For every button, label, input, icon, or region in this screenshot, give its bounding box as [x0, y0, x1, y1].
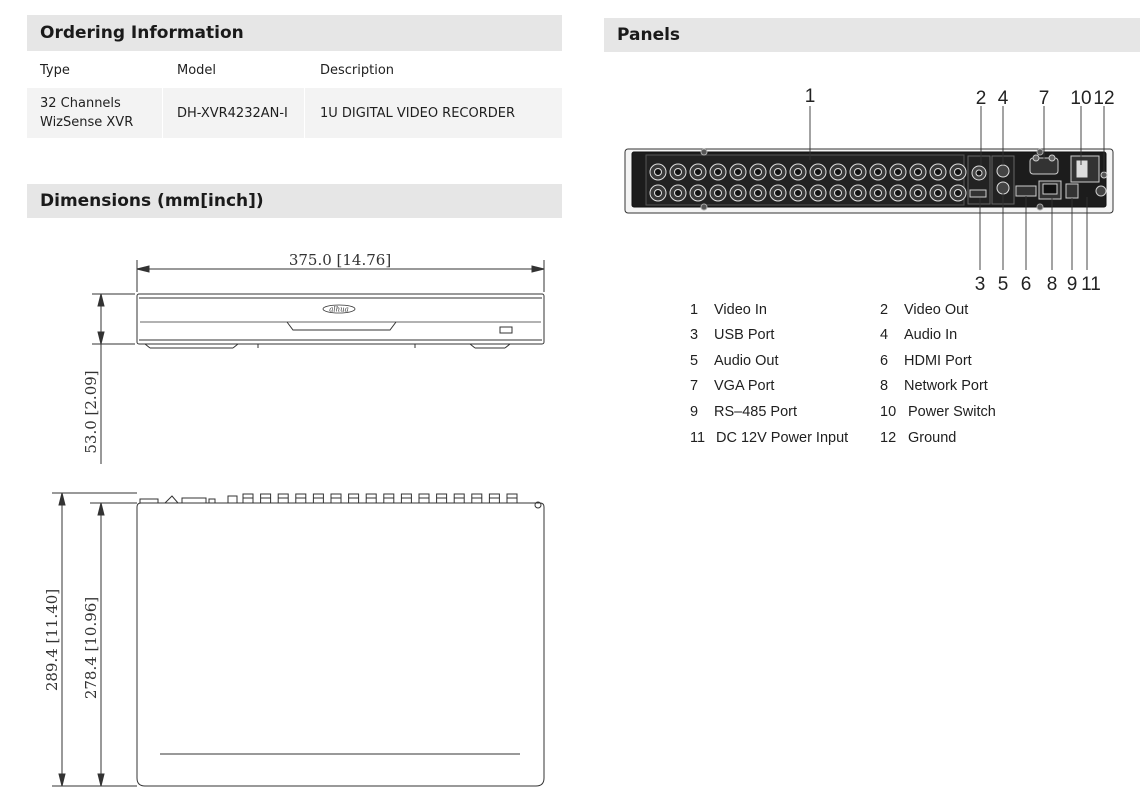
- legend-item: 10 Power Switch: [880, 404, 996, 420]
- bnc-connector-core: [655, 190, 662, 197]
- bnc-connector-core: [795, 190, 802, 197]
- bnc-connector-core: [655, 169, 662, 176]
- header-type: Type: [40, 62, 70, 78]
- brand-logo-text: alhua: [329, 305, 349, 314]
- ordering-title: Ordering Information: [40, 23, 244, 43]
- cell-model: DH-XVR4232AN-I: [177, 105, 288, 121]
- header-model: Model: [177, 62, 217, 78]
- bnc-connector-core: [875, 190, 882, 197]
- callout-2: 2: [975, 88, 987, 109]
- bnc-connector-core: [895, 190, 902, 197]
- bnc-connector-core: [715, 190, 722, 197]
- bnc-connector-core: [735, 169, 742, 176]
- bnc-connector-core: [815, 169, 822, 176]
- legend-item: 8 Network Port: [880, 378, 988, 394]
- cell-type-line1: 32 Channels: [40, 96, 121, 111]
- legend-item: 6 HDMI Port: [880, 353, 972, 369]
- callout-5: 5: [997, 274, 1009, 295]
- bnc-connector-core: [715, 169, 722, 176]
- cell-type-line2: WizSense XVR: [40, 115, 134, 130]
- bnc-connector-core: [775, 169, 782, 176]
- legend-item: 11 DC 12V Power Input: [690, 430, 849, 446]
- bnc-connector-core: [895, 169, 902, 176]
- callout-12: 12: [1093, 88, 1115, 109]
- height-dimension-label: 53.0 [2.09]: [82, 370, 100, 454]
- bnc-connector-core: [915, 169, 922, 176]
- bnc-connector-core: [695, 169, 702, 176]
- legend-item: 5 Audio Out: [690, 353, 779, 369]
- callout-11: 11: [1081, 274, 1101, 295]
- depth-outer-label: 289.4 [11.40]: [43, 588, 61, 692]
- bnc-connector-core: [955, 169, 962, 176]
- header-description: Description: [320, 62, 395, 78]
- callout-7: 7: [1038, 88, 1050, 109]
- bnc-connector-core: [835, 169, 842, 176]
- bnc-connector-core: [795, 169, 802, 176]
- width-dimension-label: 375.0 [14.76]: [288, 251, 392, 269]
- dimensions-title: Dimensions (mm[inch]): [40, 191, 264, 211]
- bnc-connector-core: [915, 190, 922, 197]
- legend-item: 3 USB Port: [690, 327, 775, 343]
- depth-inner-label: 278.4 [10.96]: [82, 596, 100, 700]
- bnc-connector-core: [935, 169, 942, 176]
- bnc-connector-core: [835, 190, 842, 197]
- bnc-connector-core: [675, 190, 682, 197]
- legend-item: 1 Video In: [690, 302, 767, 318]
- callout-8: 8: [1046, 274, 1058, 295]
- bnc-connector-core: [935, 190, 942, 197]
- callout-4: 4: [997, 88, 1009, 109]
- bnc-connector-core: [735, 190, 742, 197]
- bnc-connector-core: [955, 190, 962, 197]
- bnc-connector-core: [775, 190, 782, 197]
- bnc-connector-core: [815, 190, 822, 197]
- panel-legend: [690, 302, 1030, 452]
- callout-6: 6: [1020, 274, 1032, 295]
- bnc-connector-core: [695, 190, 702, 197]
- legend-item: 7 VGA Port: [690, 378, 775, 394]
- callout-9: 9: [1066, 274, 1078, 295]
- callout-3: 3: [974, 274, 986, 295]
- panels-title: Panels: [617, 25, 681, 45]
- callout-1: 1: [804, 86, 816, 107]
- bnc-connector-core: [755, 169, 762, 176]
- bnc-connector-core: [855, 169, 862, 176]
- legend-item: 2 Video Out: [880, 302, 969, 318]
- legend-item: 12 Ground: [880, 430, 957, 446]
- cell-description: 1U DIGITAL VIDEO RECORDER: [320, 105, 516, 121]
- legend-item: 9 RS–485 Port: [690, 404, 798, 420]
- bnc-connector-core: [855, 190, 862, 197]
- bnc-connector-core: [875, 169, 882, 176]
- callout-10: 10: [1070, 88, 1092, 109]
- bnc-connector-core: [755, 190, 762, 197]
- legend-item: 4 Audio In: [880, 327, 958, 343]
- bnc-connector-core: [675, 169, 682, 176]
